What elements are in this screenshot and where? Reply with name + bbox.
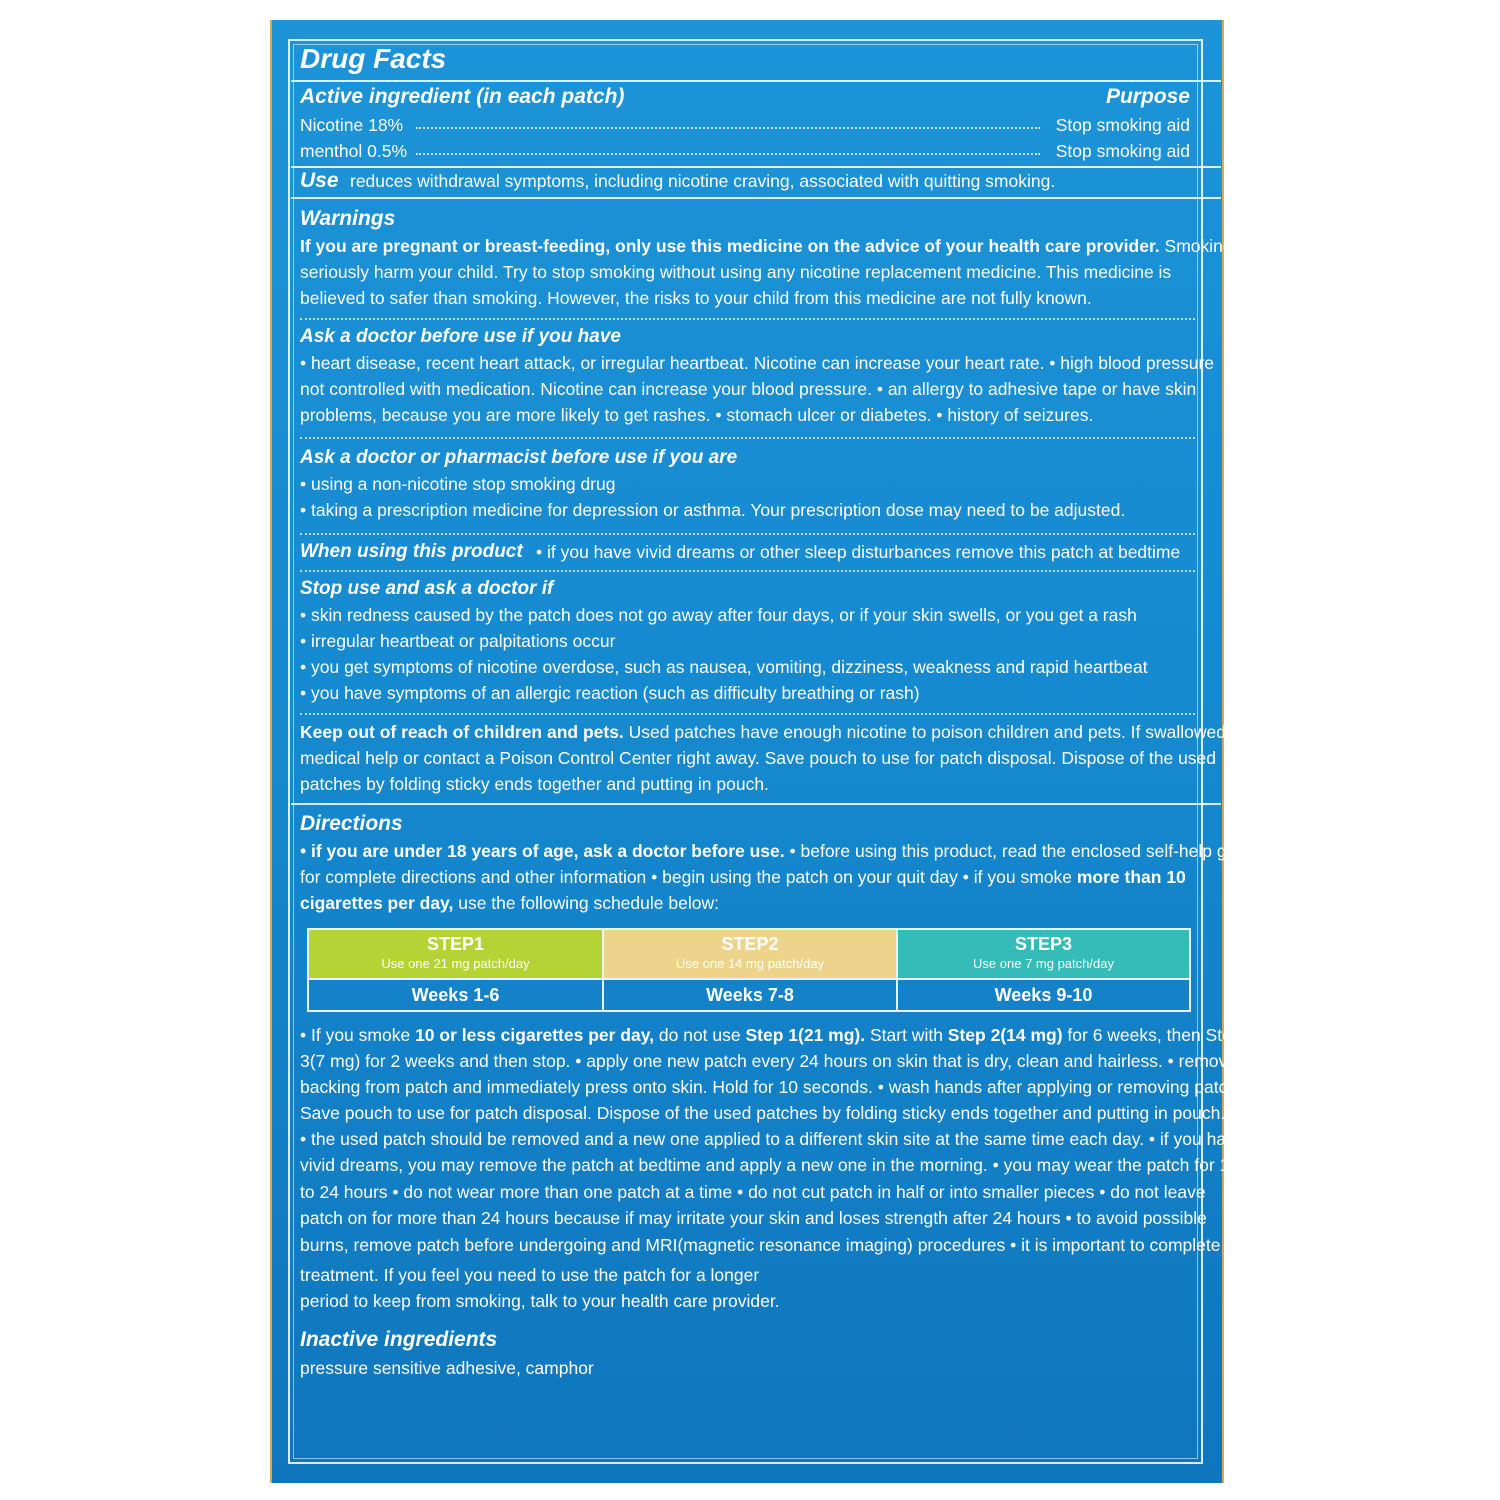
pregnancy-warning-tail: Smoking can <box>1159 236 1266 256</box>
directions-line: burns, remove patch before undergoing and MRI(magnetic resonance imaging) procedures • it is important to complete <box>300 1235 1221 1255</box>
ingredient-name: menthol 0.5% <box>300 141 408 161</box>
directions-text: use the following schedule below: <box>453 893 719 913</box>
step-name: STEP1 <box>426 934 485 954</box>
directions-text: Start with <box>865 1025 948 1045</box>
ingredient-name: Nicotine 18% <box>300 115 404 135</box>
ingredient-purpose: Stop smoking aid <box>1055 141 1190 161</box>
ask-pharmacist-line: • taking a prescription medicine for depression or asthma. Your prescription dose may need to be adjusted. <box>300 500 1126 520</box>
keep-out-tail: Used patches have enough nicotine to poison children and pets. If swallowed, get <box>623 722 1261 742</box>
dotted-divider <box>300 437 1195 439</box>
directions-line: vivid dreams, you may remove the patch at bedtime and apply a new one in the morning. • you may wear the patch for 18 <box>300 1155 1239 1175</box>
step-cell <box>898 930 1189 978</box>
dotted-leader <box>416 127 1040 129</box>
keep-out-line: medical help or contact a Poison Control Center right away. Save pouch to use for patch disposal. Dispose of the used <box>300 748 1217 768</box>
pregnancy-warning-line <box>300 233 1266 259</box>
dotted-divider <box>300 318 1195 320</box>
keep-out-line <box>300 719 1260 745</box>
directions-line: backing from patch and immediately press onto skin. Hold for 10 seconds. • wash hands after applying or removing patch. <box>300 1077 1242 1097</box>
directions-line: • the used patch should be removed and a new one applied to a different skin site at the same time each day. • if you have <box>300 1129 1245 1149</box>
keep-out-line: patches by folding sticky ends together and putting in pouch. <box>300 774 769 794</box>
directions-line: treatment. If you feel you need to use the patch for a longer <box>300 1265 760 1285</box>
stop-use-line: • irregular heartbeat or palpitations occur <box>300 631 616 651</box>
dotted-divider <box>300 533 1195 535</box>
directions-text: • before using this product, read the enclosed self-help guide <box>784 841 1260 861</box>
directions-bold: cigarettes per day, <box>300 893 454 913</box>
directions-text: for complete directions and other information • begin using the patch on your quit day • if you smoke <box>300 867 1077 887</box>
directions-bold: Step 1(21 mg). <box>745 1025 866 1045</box>
dotted-divider <box>300 570 1195 572</box>
directions-bold: • if you are under 18 years of age, ask a doctor before use. <box>300 841 785 861</box>
dosing-schedule-table <box>307 928 1191 1012</box>
dotted-leader <box>416 153 1040 155</box>
use-heading: Use <box>300 169 339 192</box>
stop-use-line: • you have symptoms of an allergic reaction (such as difficulty breathing or rash) <box>300 683 920 703</box>
step-cell <box>309 930 602 978</box>
step-dose: Use one 7 mg patch/day <box>973 956 1114 971</box>
inactive-ingredients-text: pressure sensitive adhesive, camphor <box>300 1358 594 1378</box>
directions-line <box>300 864 1186 890</box>
step-dose: Use one 21 mg patch/day <box>381 956 530 971</box>
directions-text: • If you smoke <box>300 1025 416 1045</box>
dotted-divider <box>300 713 1195 715</box>
step-name: STEP2 <box>721 934 779 954</box>
divider <box>291 197 1221 199</box>
directions-line: to 24 hours • do not wear more than one patch at a time • do not cut patch in half or into smaller pieces • do not leave <box>300 1182 1206 1202</box>
directions-line: Save pouch to use for patch disposal. Dispose of the used patches by folding sticky ends together and putting in pouch. <box>300 1103 1226 1123</box>
page-title: Drug Facts <box>300 43 447 74</box>
warnings-heading: Warnings <box>300 207 396 230</box>
weeks-cell: Weeks 7-8 <box>706 985 794 1005</box>
ask-pharmacist-heading: Ask a doctor or pharmacist before use if you are <box>300 447 738 468</box>
ask-pharmacist-line: • using a non-nicotine stop smoking drug <box>300 474 616 494</box>
keep-out-bold: Keep out of reach of children and pets. <box>300 722 624 742</box>
when-using-heading: When using this product <box>300 541 523 562</box>
active-ingredient-heading: Active ingredient (in each patch) <box>300 85 625 108</box>
ask-doctor-heading: Ask a doctor before use if you have <box>300 326 621 347</box>
directions-bold: 10 or less cigarettes per day, <box>415 1025 655 1045</box>
directions-line: period to keep from smoking, talk to your health care provider. <box>300 1291 780 1311</box>
directions-line <box>300 838 1260 864</box>
weeks-cell: Weeks 9-10 <box>994 985 1093 1005</box>
directions-text: do not use <box>654 1025 746 1045</box>
directions-line <box>300 1022 1242 1048</box>
step-cell <box>604 930 896 978</box>
purpose-heading: Purpose <box>1105 85 1190 108</box>
pregnancy-warning-line: believed to safer than smoking. However, the risks to your child from this medicine are not fully known. <box>300 288 1092 308</box>
divider <box>291 80 1221 82</box>
divider <box>291 803 1221 805</box>
directions-line: patch on for more than 24 hours because if may irritate your skin and loses strength after 24 hours • to avoid possible <box>300 1208 1207 1228</box>
ask-doctor-line: problems, because you are more likely to get rashes. • stomach ulcer or diabetes. • history of seizures. <box>300 405 1094 425</box>
pregnancy-warning-bold: If you are pregnant or breast-feeding, only use this medicine on the advice of your health care provider. <box>300 236 1160 256</box>
inactive-ingredients-heading: Inactive ingredients <box>300 1328 498 1351</box>
stop-use-line: • skin redness caused by the patch does not go away after four days, or if your skin swells, or you get a rash <box>300 605 1137 625</box>
stop-use-line: • you get symptoms of nicotine overdose, such as nausea, vomiting, dizziness, weakness and rapid heartbeat <box>300 657 1148 677</box>
use-text: reduces withdrawal symptoms, including nicotine craving, associated with quitting smoking. <box>350 171 1056 191</box>
stop-use-heading: Stop use and ask a doctor if <box>300 578 554 599</box>
directions-bold: more than 10 <box>1076 867 1186 887</box>
when-using-text: • if you have vivid dreams or other sleep disturbances remove this patch at bedtime <box>536 542 1181 562</box>
step-dose: Use one 14 mg patch/day <box>675 956 825 971</box>
step-name: STEP3 <box>1014 934 1073 954</box>
ask-doctor-line: • heart disease, recent heart attack, or irregular heartbeat. Nicotine can increase your heart rate. • high blood pressure <box>300 353 1214 373</box>
directions-line <box>300 890 719 916</box>
ingredient-purpose: Stop smoking aid <box>1055 115 1190 135</box>
directions-bold: Step 2(14 mg) <box>947 1025 1063 1045</box>
pregnancy-warning-line: seriously harm your child. Try to stop smoking without using any nicotine replacement medicine. This medicine is <box>300 262 1172 282</box>
ask-doctor-line: not controlled with medication. Nicotine can increase your blood pressure. • an allergy to adhesive tape or have skin <box>300 379 1197 399</box>
directions-line: 3(7 mg) for 2 weeks and then stop. • apply one new patch every 24 hours on skin that is dry, clean and hairless. • remove <box>300 1051 1238 1071</box>
directions-text: for 6 weeks, then Step <box>1062 1025 1242 1045</box>
weeks-cell: Weeks 1-6 <box>411 985 500 1005</box>
directions-heading: Directions <box>300 812 403 835</box>
